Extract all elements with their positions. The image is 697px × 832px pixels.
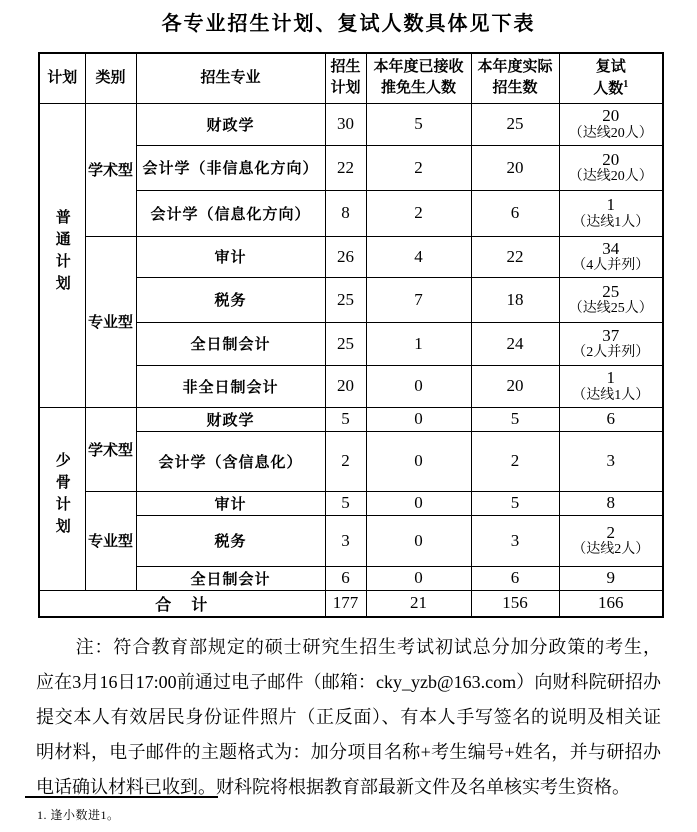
retest-count-cell — [559, 277, 663, 322]
quota-cell: 22 — [325, 145, 366, 190]
retest-number: 1 — [606, 195, 615, 215]
footnote-text: 逢小数进1。 — [50, 808, 120, 822]
major-cell: 会计学（信息化方向） — [136, 190, 325, 236]
retest-number: 37 — [602, 325, 620, 345]
retest-count-cell — [559, 431, 663, 491]
total-row — [39, 590, 663, 617]
tuimian-accepted-cell: 0 — [366, 566, 471, 590]
quota-cell: 30 — [325, 103, 366, 145]
actual-admissions-cell: 25 — [471, 103, 559, 145]
tuimian-accepted-cell: 4 — [366, 236, 471, 277]
note-paragraph — [36, 630, 661, 805]
major-cell: 全日制会计 — [136, 566, 325, 590]
retest-note: （达线20人） — [568, 125, 653, 141]
table-row — [39, 491, 663, 515]
table-header — [39, 53, 663, 103]
note-line: 电话确认材料已收到。财科院将根据教育部最新文件及名单核实考生资格。 — [36, 776, 630, 797]
retest-note: （达线20人） — [568, 169, 653, 185]
retest-note: （达线1人） — [572, 214, 650, 230]
retest-number: 3 — [606, 451, 615, 471]
retest-count-cell — [559, 407, 663, 431]
retest-number: 34 — [602, 238, 620, 258]
quota-cell: 20 — [325, 365, 366, 407]
plan-cell — [39, 103, 85, 407]
tuimian-accepted-cell: 0 — [366, 491, 471, 515]
retest-count-cell — [559, 491, 663, 515]
note-line: 应在3月16日17:00前通过电子邮件（邮箱：cky_yzb@163.com）向财科院研招办 — [36, 671, 661, 692]
tuimian-accepted-cell: 7 — [366, 277, 471, 322]
total-retest-cell: 166 — [559, 590, 663, 617]
column-header: 计划 — [39, 53, 85, 103]
total-label-cell: 合 计 — [39, 590, 325, 617]
page-title: 各专业招生计划、复试人数具体见下表 — [161, 13, 536, 35]
major-cell: 审计 — [136, 491, 325, 515]
tuimian-accepted-cell: 0 — [366, 515, 471, 566]
retest-count-cell — [559, 190, 663, 236]
major-cell: 审计 — [136, 236, 325, 277]
tuimian-accepted-cell: 1 — [366, 322, 471, 365]
plan-cell — [39, 407, 85, 590]
retest-note: （达线25人） — [568, 301, 653, 317]
column-header: 招生专业 — [136, 53, 325, 103]
retest-number: 8 — [606, 493, 615, 513]
major-cell: 会计学（非信息化方向） — [136, 145, 325, 190]
actual-admissions-cell: 5 — [471, 491, 559, 515]
retest-count-cell — [559, 365, 663, 407]
footnote-separator — [25, 796, 218, 798]
total-quota-cell: 177 — [325, 590, 366, 617]
category-cell: 专业型 — [85, 491, 136, 590]
retest-number: 20 — [602, 149, 620, 169]
total-actual-cell: 156 — [471, 590, 559, 617]
category-cell: 学术型 — [85, 103, 136, 236]
major-cell: 非全日制会计 — [136, 365, 325, 407]
actual-admissions-cell: 3 — [471, 515, 559, 566]
major-cell: 会计学（含信息化） — [136, 431, 325, 491]
retest-number: 9 — [606, 568, 615, 588]
plan-label: 普通计划 — [53, 208, 70, 297]
table-row — [39, 407, 663, 431]
retest-note: （达线1人） — [572, 387, 650, 403]
retest-note: （2人并列） — [572, 345, 650, 361]
column-header: 本年度已接收 推免生人数 — [366, 53, 471, 103]
actual-admissions-cell: 20 — [471, 145, 559, 190]
retest-count-cell — [559, 145, 663, 190]
tuimian-accepted-cell: 0 — [366, 365, 471, 407]
retest-note: （达线2人） — [572, 542, 650, 558]
major-cell: 全日制会计 — [136, 322, 325, 365]
quota-cell: 8 — [325, 190, 366, 236]
quota-cell: 2 — [325, 431, 366, 491]
plan-label: 少骨计划 — [53, 452, 70, 540]
footnote-ref: 1 — [623, 78, 629, 90]
tuimian-accepted-cell: 2 — [366, 145, 471, 190]
major-cell: 财政学 — [136, 103, 325, 145]
retest-number: 20 — [602, 106, 620, 126]
quota-cell: 5 — [325, 491, 366, 515]
retest-note: （4人并列） — [572, 258, 650, 274]
admissions-table — [38, 52, 664, 618]
footnote — [37, 806, 120, 823]
retest-number: 1 — [606, 368, 615, 388]
retest-number: 2 — [606, 522, 615, 542]
quota-cell: 25 — [325, 322, 366, 365]
table-row — [39, 103, 663, 145]
note-line: 明材料，电子邮件的主题格式为：加分项目名称+考生编号+姓名，并与研招办 — [36, 741, 661, 762]
quota-cell: 5 — [325, 407, 366, 431]
column-header: 本年度实际 招生数 — [471, 53, 559, 103]
major-cell: 财政学 — [136, 407, 325, 431]
actual-admissions-cell: 2 — [471, 431, 559, 491]
footnote-marker: 1. — [37, 808, 47, 822]
actual-admissions-cell: 5 — [471, 407, 559, 431]
column-header: 招生 计划 — [325, 53, 366, 103]
table-row — [39, 236, 663, 277]
quota-cell: 25 — [325, 277, 366, 322]
column-header: 类别 — [85, 53, 136, 103]
actual-admissions-cell: 6 — [471, 566, 559, 590]
actual-admissions-cell: 18 — [471, 277, 559, 322]
tuimian-accepted-cell: 0 — [366, 407, 471, 431]
retest-count-cell — [559, 566, 663, 590]
actual-admissions-cell: 20 — [471, 365, 559, 407]
major-cell: 税务 — [136, 277, 325, 322]
tuimian-accepted-cell: 5 — [366, 103, 471, 145]
retest-count-cell — [559, 236, 663, 277]
quota-cell: 6 — [325, 566, 366, 590]
retest-count-cell — [559, 322, 663, 365]
note-line: 提交本人有效居民身份证件照片（正反面）、有本人手写签名的说明及相关证 — [36, 706, 661, 727]
tuimian-accepted-cell: 2 — [366, 190, 471, 236]
actual-admissions-cell: 24 — [471, 322, 559, 365]
header-row — [39, 53, 663, 103]
actual-admissions-cell: 22 — [471, 236, 559, 277]
retest-count-cell — [559, 103, 663, 145]
category-cell: 专业型 — [85, 236, 136, 407]
quota-cell: 26 — [325, 236, 366, 277]
total-tuimian-cell: 21 — [366, 590, 471, 617]
table-body — [39, 103, 663, 617]
retest-count-cell — [559, 515, 663, 566]
major-cell: 税务 — [136, 515, 325, 566]
retest-number: 6 — [606, 409, 615, 429]
quota-cell: 3 — [325, 515, 366, 566]
tuimian-accepted-cell: 0 — [366, 431, 471, 491]
category-cell: 学术型 — [85, 407, 136, 491]
actual-admissions-cell: 6 — [471, 190, 559, 236]
column-header: 复试 人数$^1$ — [559, 53, 663, 103]
retest-number: 25 — [602, 281, 620, 301]
note-line: 注：符合教育部规定的硕士研究生招生考试初试总分加分政策的考生， — [75, 636, 661, 657]
